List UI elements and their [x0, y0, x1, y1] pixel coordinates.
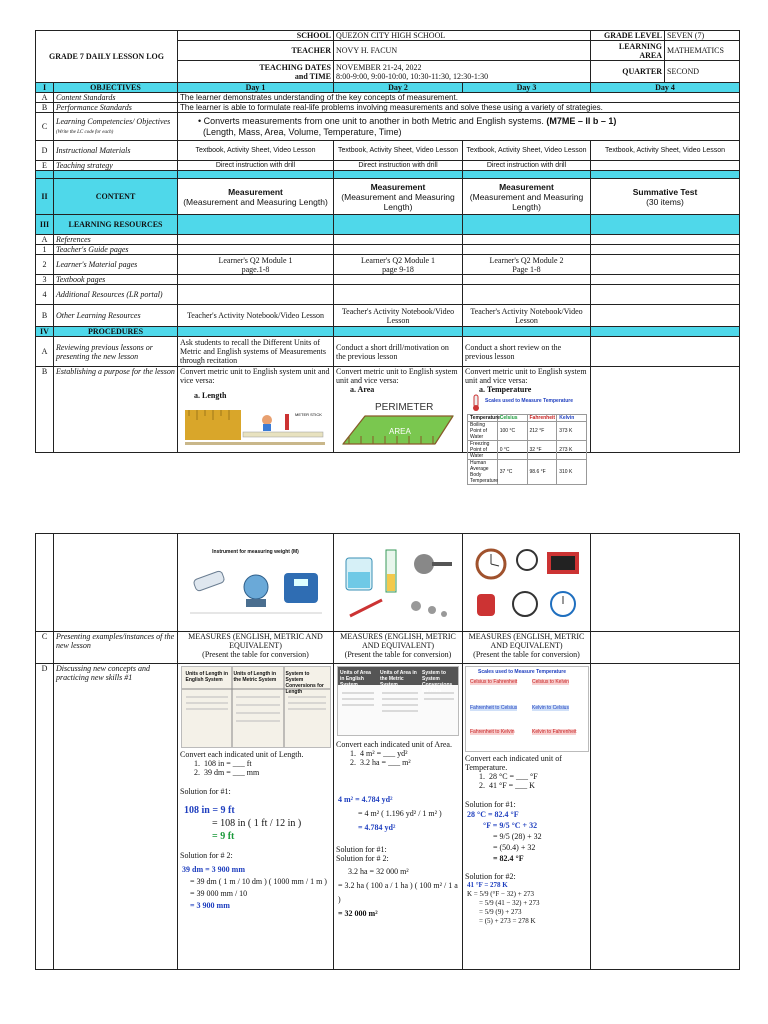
strategy-day3: Direct instruction with drill: [463, 161, 591, 171]
temperature-scales-image: [465, 394, 588, 484]
discussing-day1: [178, 664, 334, 970]
solution-line: = 39 dm ( 1 m / 10 dm ) ( 1000 mm / 1 m ) = 39 000 mm / 10: [190, 877, 327, 898]
content-day4: Summative Test (30 items): [591, 179, 740, 215]
cyan-cell: [463, 327, 591, 337]
dates-value: NOVEMBER 21-24, 2022 8:00-9:00, 9:00-10:00, 10:30-11:30, 12:30-1:30: [334, 61, 591, 83]
table-title: Scales used to Measure Temperature: [478, 669, 566, 675]
lm-day3: Learner's Q2 Module 2 Page 1-8: [463, 255, 591, 275]
empty-cell: [463, 285, 591, 305]
other-day3: Teacher's Activity Notebook/Video Lesson: [463, 305, 591, 327]
empty-cell: [591, 255, 740, 275]
procedures-heading: PROCEDURES: [54, 327, 178, 337]
temp-cell: 212 °F: [527, 422, 557, 441]
other-day2: Teacher's Activity Notebook/Video Lesson: [334, 305, 463, 327]
competencies-text: • Converts measurements from one unit to another in both Metric and English systems. (M7ME – II b – 1) (Length, Mass, Area, Volume, Temperature, Time): [178, 113, 740, 141]
convert-instruction: Convert each indicated unit of Area.: [336, 740, 452, 749]
row-letter: B: [36, 103, 54, 113]
formula-label: Fahrenheit to Celsius: [470, 705, 518, 711]
materials-day1: Textbook, Activity Sheet, Video Lesson: [178, 141, 334, 161]
measures-day2: MEASURES (ENGLISH, METRIC AND EQUIVALENT) (Present the table for conversion): [334, 632, 463, 664]
exercise-item-2: 2. 41 °F = ___ K: [479, 781, 535, 790]
teacher-label: TEACHER: [178, 41, 334, 61]
performance-standards-text: The learner is able to formulate real-life problems involving measurements and solve these using a variety of strategies.: [178, 103, 740, 113]
solution-line: = 108 in ( 1 ft / 12 in ): [212, 818, 302, 829]
solution-2-label: Solution for #2:: [465, 872, 516, 881]
row-number: 1: [36, 245, 54, 255]
cyan-cell: [334, 327, 463, 337]
materials-label: Instructional Materials: [54, 141, 178, 161]
purpose-item: a. Length: [194, 391, 227, 400]
day1-heading: Day 1: [178, 83, 334, 93]
empty-cell: [463, 235, 591, 245]
reviewing-label: Reviewing previous lessons or presenting the new lesson: [54, 337, 178, 367]
row-letter: A: [36, 93, 54, 103]
temp-table-title: Scales used to Measure Temperature: [485, 398, 573, 404]
lm-pages-label: Learner's Material pages: [54, 255, 178, 275]
exercise-item-1: 1. 108 in = ___ ft: [194, 759, 252, 768]
tg-pages-label: Teacher's Guide pages: [54, 245, 178, 255]
purpose-text: Convert metric unit to English system unit and vice versa:: [336, 367, 458, 385]
quarter-label: QUARTER: [591, 61, 665, 83]
solution-line: 28 °C = 82.4 °F: [467, 810, 519, 819]
empty-cell: [178, 245, 334, 255]
performance-standards-label: Performance Standards: [54, 103, 178, 113]
school-label: SCHOOL: [178, 31, 334, 41]
temp-cell: Boiling Point of Water: [468, 422, 498, 441]
volume-instruments-cell: [334, 534, 463, 632]
row-letter: A: [36, 337, 54, 367]
table-header: System to System Conversions for Length: [285, 671, 324, 695]
solution-line: = (50.4) + 32: [493, 843, 536, 852]
temp-solution-2-work: [467, 881, 588, 926]
solution-line: = 5/9 (41 − 32) + 273: [479, 899, 540, 907]
content-standards-label: Content Standards: [54, 93, 178, 103]
empty-cell: [591, 305, 740, 327]
empty-cell: [463, 275, 591, 285]
strategy-day4: [591, 161, 740, 171]
perimeter-area-image: [339, 396, 457, 450]
cyan-spacer: [54, 171, 178, 179]
row-letter: B: [36, 305, 54, 327]
review-day2: Conduct a short drill/motivation on the previous lesson: [334, 337, 463, 367]
perimeter-word: PERIMETER: [375, 402, 434, 413]
purpose-day3: [463, 367, 591, 484]
strategy-day1: Direct instruction with drill: [178, 161, 334, 171]
meter-stick-label: METER STICK: [294, 412, 322, 417]
section-iii-num: III: [36, 215, 54, 235]
solution-1-label: Solution for #1:: [465, 800, 516, 809]
review-day1: Ask students to recall the Different Units of Metric and English systems of Measurements through recitation: [178, 337, 334, 367]
other-resources-label: Other Learning Resources: [54, 305, 178, 327]
discussing-day2: [334, 664, 463, 970]
empty-cell: [591, 367, 740, 453]
temp-cell: 373 K: [557, 422, 587, 441]
empty-cell: [334, 285, 463, 305]
empty-cell: [591, 664, 740, 970]
solution-line: = 4.784 yd²: [358, 823, 396, 832]
row-letter: C: [36, 113, 54, 141]
review-day3: Conduct a short review on the previous lesson: [463, 337, 591, 367]
content-heading: CONTENT: [54, 179, 178, 215]
area-solution-2-work: [338, 865, 460, 921]
cyan-cell: [334, 215, 463, 235]
cyan-cell: [178, 215, 334, 235]
exercise-item-2: 2. 39 dm = ___ mm: [194, 768, 260, 777]
empty-cell: [591, 235, 740, 245]
table-header: Units of Length in the Metric System: [233, 671, 277, 683]
solution-line: 41 °F = 278 K: [467, 881, 508, 889]
temp-cell: 32 °F: [527, 441, 557, 460]
grade-value: SEVEN (7): [665, 31, 740, 41]
empty-cell: [334, 275, 463, 285]
section-iv-num: IV: [36, 327, 54, 337]
length-conversion-table: [181, 666, 331, 748]
measures-day1: MEASURES (ENGLISH, METRIC AND EQUIVALENT) (Present the table for conversion): [178, 632, 334, 664]
day3-heading: Day 3: [463, 83, 591, 93]
empty-cell: [334, 245, 463, 255]
temp-header: Kelvin: [557, 415, 587, 422]
ruler-meter-stick-image: [181, 402, 331, 446]
discussing-day3: [463, 664, 591, 970]
purpose-item: a. Temperature: [479, 385, 532, 394]
area-conversion-table: [337, 666, 459, 736]
cyan-cell: [178, 327, 334, 337]
purpose-day1: [178, 367, 334, 453]
row-number: 4: [36, 285, 54, 305]
temperature-formulas-table: [465, 666, 589, 752]
content-day1: Measurement (Measurement and Measuring Length): [178, 179, 334, 215]
objectives-heading: OBJECTIVES: [54, 83, 178, 93]
measures-day3: MEASURES (ENGLISH, METRIC AND EQUIVALENT) (Present the table for conversion): [463, 632, 591, 664]
teacher-value: NOVY H. FACUN: [334, 41, 591, 61]
formula-label: Celsius to Fahrenheit: [470, 679, 518, 685]
temp-cell: Human Average Body Temperature: [468, 460, 498, 485]
empty-cell: [591, 285, 740, 305]
table-header: System to System Conversions for Area: [422, 670, 453, 694]
temp-cell: 273 K: [557, 441, 587, 460]
solution-line: = (5) + 273 = 278 K: [479, 917, 536, 925]
empty-cell: [591, 632, 740, 664]
empty-cell: [591, 534, 740, 632]
textbook-pages-label: Textbook pages: [54, 275, 178, 285]
solution-line: = 4 m² ( 1.196 yd² / 1 m² ): [358, 809, 442, 818]
formula-label: Kelvin to Fahrenheit: [532, 729, 577, 735]
content-standards-text: The learner demonstrates understanding of the key concepts of measurement.: [178, 93, 740, 103]
lm-day1: Learner's Q2 Module 1 page.1-8: [178, 255, 334, 275]
cyan-cell: [463, 215, 591, 235]
content-day2: Measurement (Measurement and Measuring Length): [334, 179, 463, 215]
area-word: AREA: [389, 427, 411, 436]
content-day3: Measurement (Measurement and Measuring Length): [463, 179, 591, 215]
empty-cell: [178, 285, 334, 305]
resources-heading: LEARNING RESOURCES: [54, 215, 178, 235]
cyan-spacer: [591, 171, 740, 179]
row-letter: A: [36, 235, 54, 245]
temp-cell: 100 °C: [497, 422, 527, 441]
solution-line: K = 5/9 (°F − 32) + 273: [467, 890, 534, 898]
solution-line: = 9 ft: [212, 831, 235, 842]
solution-1-work: [184, 804, 331, 843]
row-letter: B: [36, 367, 54, 453]
grade-label: GRADE LEVEL: [591, 31, 665, 41]
exercise-item-2: 2. 3.2 ha = ___ m²: [350, 758, 411, 767]
solution-1-label: Solution for #1:: [336, 845, 387, 854]
row-letter: D: [36, 664, 54, 970]
purpose-text: Convert metric unit to English system unit and vice versa:: [180, 367, 330, 385]
table-header: Units of Length in English System: [185, 671, 228, 683]
solution-line: 39 dm = 3 900 mm: [182, 865, 245, 874]
exercise-item-1: 1. 28 °C = ___ °F: [479, 772, 538, 781]
solution-2-work: [182, 864, 331, 912]
purpose-text: Convert metric unit to English system unit and vice versa:: [465, 367, 587, 385]
school-value: QUEZON CITY HIGH SCHOOL: [334, 31, 591, 41]
exercise-item-1: 1. 4 m² = ___ yd²: [350, 749, 408, 758]
quarter-value: SECOND: [665, 61, 740, 83]
temp-solution-1-work: [467, 809, 588, 864]
strategy-label: Teaching strategy: [54, 161, 178, 171]
convert-instruction: Convert each indicated unit of Temperature.: [465, 754, 562, 772]
solution-line: = 82.4 °F: [493, 854, 524, 863]
additional-resources-label: Additional Resources (LR portal): [54, 285, 178, 305]
temp-cell: 310 K: [557, 460, 587, 485]
temp-cell: 0 °C: [497, 441, 527, 460]
cyan-spacer: [178, 171, 334, 179]
lesson-log-page-2: [35, 533, 740, 970]
cyan-cell: [591, 327, 740, 337]
strategy-day2: Direct instruction with drill: [334, 161, 463, 171]
thermometer-icon: [469, 394, 483, 412]
formula-label: Celsius to Kelvin: [532, 679, 569, 685]
row-letter: E: [36, 161, 54, 171]
materials-day2: Textbook, Activity Sheet, Video Lesson: [334, 141, 463, 161]
temp-cell: Freezing Point of Water: [468, 441, 498, 460]
formula-label: Fahrenheit to Kelvin: [470, 729, 515, 735]
row-number: 3: [36, 275, 54, 285]
table-header: Units of Area in the Metric System: [380, 670, 417, 688]
solution-line: = 5/9 (9) + 273: [479, 908, 522, 916]
area-solution-1-work: [338, 793, 460, 835]
solution-1-label: Solution for #1:: [180, 787, 231, 796]
table-header: Units of Area in English System: [340, 670, 371, 688]
area-label: LEARNING AREA: [591, 41, 665, 61]
empty-cell: [591, 245, 740, 255]
empty-cell: [178, 275, 334, 285]
temp-header: Temperature: [468, 415, 498, 422]
solution-line: = 9/5 (28) + 32: [493, 832, 542, 841]
competencies-label: Learning Competencies/ Objectives (Write the LC code for each): [54, 113, 178, 141]
cyan-cell: [591, 215, 740, 235]
purpose-item: a. Area: [350, 385, 375, 394]
day2-heading: Day 2: [334, 83, 463, 93]
solution-line: 3.2 ha = 32 000 m²: [348, 867, 409, 876]
temp-header: Celsius: [497, 415, 527, 422]
temp-header: Fahrenheit: [527, 415, 557, 422]
solution-2-label: Solution for # 2:: [180, 851, 233, 860]
weighing-instruments-image: [186, 557, 326, 617]
day4-heading: Day 4: [591, 83, 740, 93]
solution-line: 108 in = 9 ft: [184, 805, 235, 816]
solution-2-label: Solution for # 2:: [336, 854, 389, 863]
empty-cell: [591, 275, 740, 285]
purpose-label: Establishing a purpose for the lesson: [54, 367, 178, 453]
empty-cell: [178, 235, 334, 245]
mass-caption: Instrument for measuring weight (M): [212, 548, 299, 555]
convert-instruction: Convert each indicated unit of Length.: [180, 750, 304, 759]
cyan-spacer: [463, 171, 591, 179]
discussing-label: Discussing new concepts and practicing new skills #1: [54, 664, 178, 970]
mass-instruments-cell: [178, 534, 334, 632]
temp-scales-table: [467, 414, 587, 485]
row-letter: C: [36, 632, 54, 664]
solution-line: 4 m² = 4.784 yd²: [338, 795, 393, 804]
empty-cell: [463, 245, 591, 255]
references-label: References: [54, 235, 178, 245]
empty-cell: [54, 534, 178, 632]
section-ii-num: II: [36, 179, 54, 215]
materials-day4: Textbook, Activity Sheet, Video Lesson: [591, 141, 740, 161]
log-title: GRADE 7 DAILY LESSON LOG: [36, 31, 178, 83]
empty-cell: [36, 534, 54, 632]
solution-line: = 3 900 mm: [190, 901, 230, 910]
cyan-spacer: [334, 171, 463, 179]
area-value: MATHEMATICS: [665, 41, 740, 61]
empty-cell: [334, 235, 463, 245]
empty-cell: [591, 337, 740, 367]
formula-label: Kelvin to Celsius: [532, 705, 569, 711]
other-day1: Teacher's Activity Notebook/Video Lesson: [178, 305, 334, 327]
lm-day2: Learner's Q2 Module 1 page 9-18: [334, 255, 463, 275]
temp-cell: 37 °C: [497, 460, 527, 485]
cyan-spacer: [36, 171, 54, 179]
time-instruments-cell: [463, 534, 591, 632]
section-i-num: I: [36, 83, 54, 93]
solution-line: = 3.2 ha ( 100 a / 1 ha ) ( 100 m² / 1 a ): [338, 881, 458, 904]
solution-line: °F = 9/5 °C + 32: [483, 821, 538, 830]
materials-day3: Textbook, Activity Sheet, Video Lesson: [463, 141, 591, 161]
dates-label: TEACHING DATES and TIME: [178, 61, 334, 83]
presenting-label: Presenting examples/instances of the new lesson: [54, 632, 178, 664]
clocks-image: [467, 544, 587, 624]
lesson-log-page-1: [35, 30, 740, 484]
row-letter: D: [36, 141, 54, 161]
solution-line: = 32 000 m²: [338, 909, 378, 918]
temp-cell: 98.6 °F: [527, 460, 557, 485]
row-number: 2: [36, 255, 54, 275]
purpose-day2: [334, 367, 463, 453]
measuring-cups-image: [338, 544, 458, 624]
